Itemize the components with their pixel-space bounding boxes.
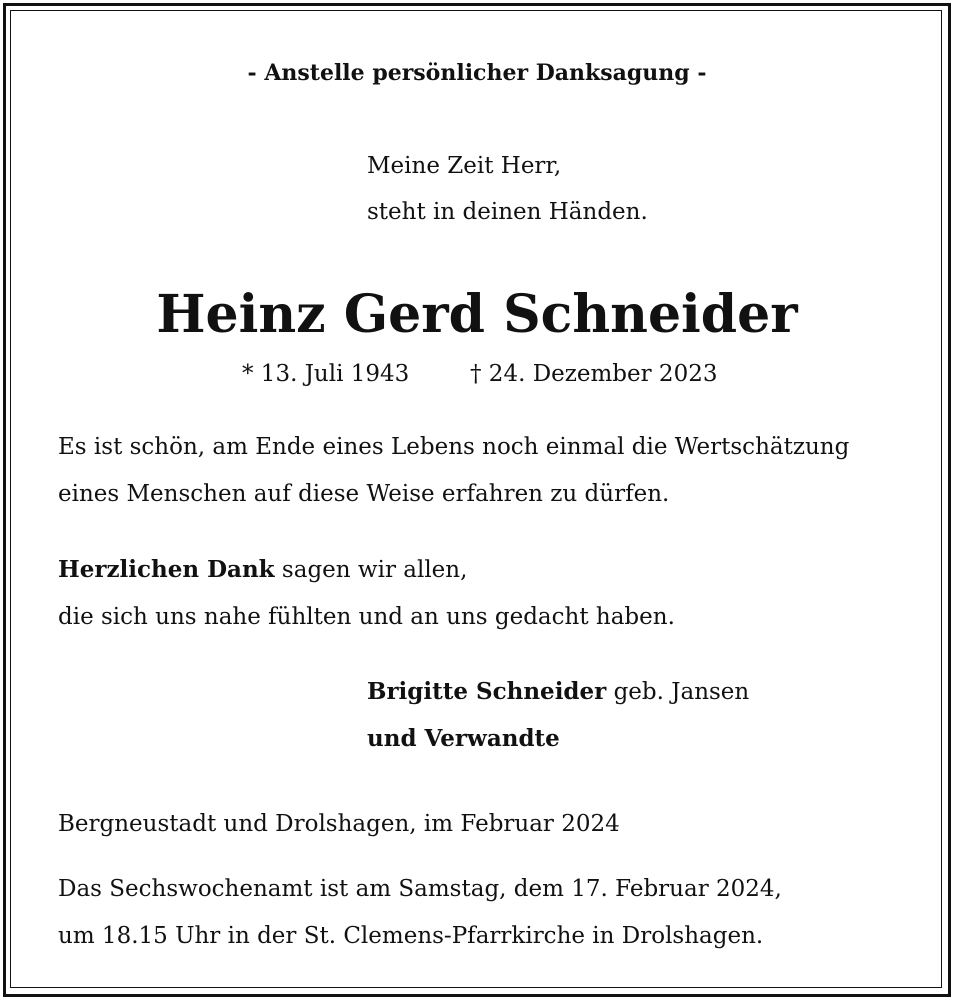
notice-header: - Anstelle persönlicher Danksagung -	[247, 60, 707, 86]
thanks-rest: sagen wir allen,	[274, 557, 468, 583]
signature-line-1	[367, 677, 749, 707]
paragraph-2-line-1	[58, 555, 467, 585]
signature-line-2: und Verwandte	[367, 725, 560, 752]
birth-date: * 13. Juli 1943	[242, 361, 410, 387]
thanks-lead: Herzlichen Dank	[58, 556, 275, 583]
death-date: † 24. Dezember 2023	[470, 361, 718, 387]
paragraph-1-line-1: Es ist schön, am Ende eines Lebens noch einmal die Wertschätzung	[58, 434, 850, 460]
paragraph-1-line-2: eines Menschen auf diese Weise erfahren zu dürfen.	[58, 481, 670, 507]
deceased-name: Heinz Gerd Schneider	[156, 284, 798, 345]
paragraph-2-line-2: die sich uns nahe fühlten und an uns gedacht haben.	[58, 604, 675, 630]
signatory-maiden-name: geb. Jansen	[606, 679, 750, 705]
verse-line-1: Meine Zeit Herr,	[367, 153, 562, 179]
signatory-name: Brigitte Schneider	[367, 678, 607, 705]
mass-line-2: um 18.15 Uhr in der St. Clemens-Pfarrkirche in Drolshagen.	[58, 923, 764, 949]
place-date: Bergneustadt und Drolshagen, im Februar 2024	[58, 811, 620, 837]
mass-line-1: Das Sechswochenamt ist am Samstag, dem 17. Februar 2024,	[58, 876, 782, 902]
verse-line-2: steht in deinen Händen.	[367, 199, 648, 225]
